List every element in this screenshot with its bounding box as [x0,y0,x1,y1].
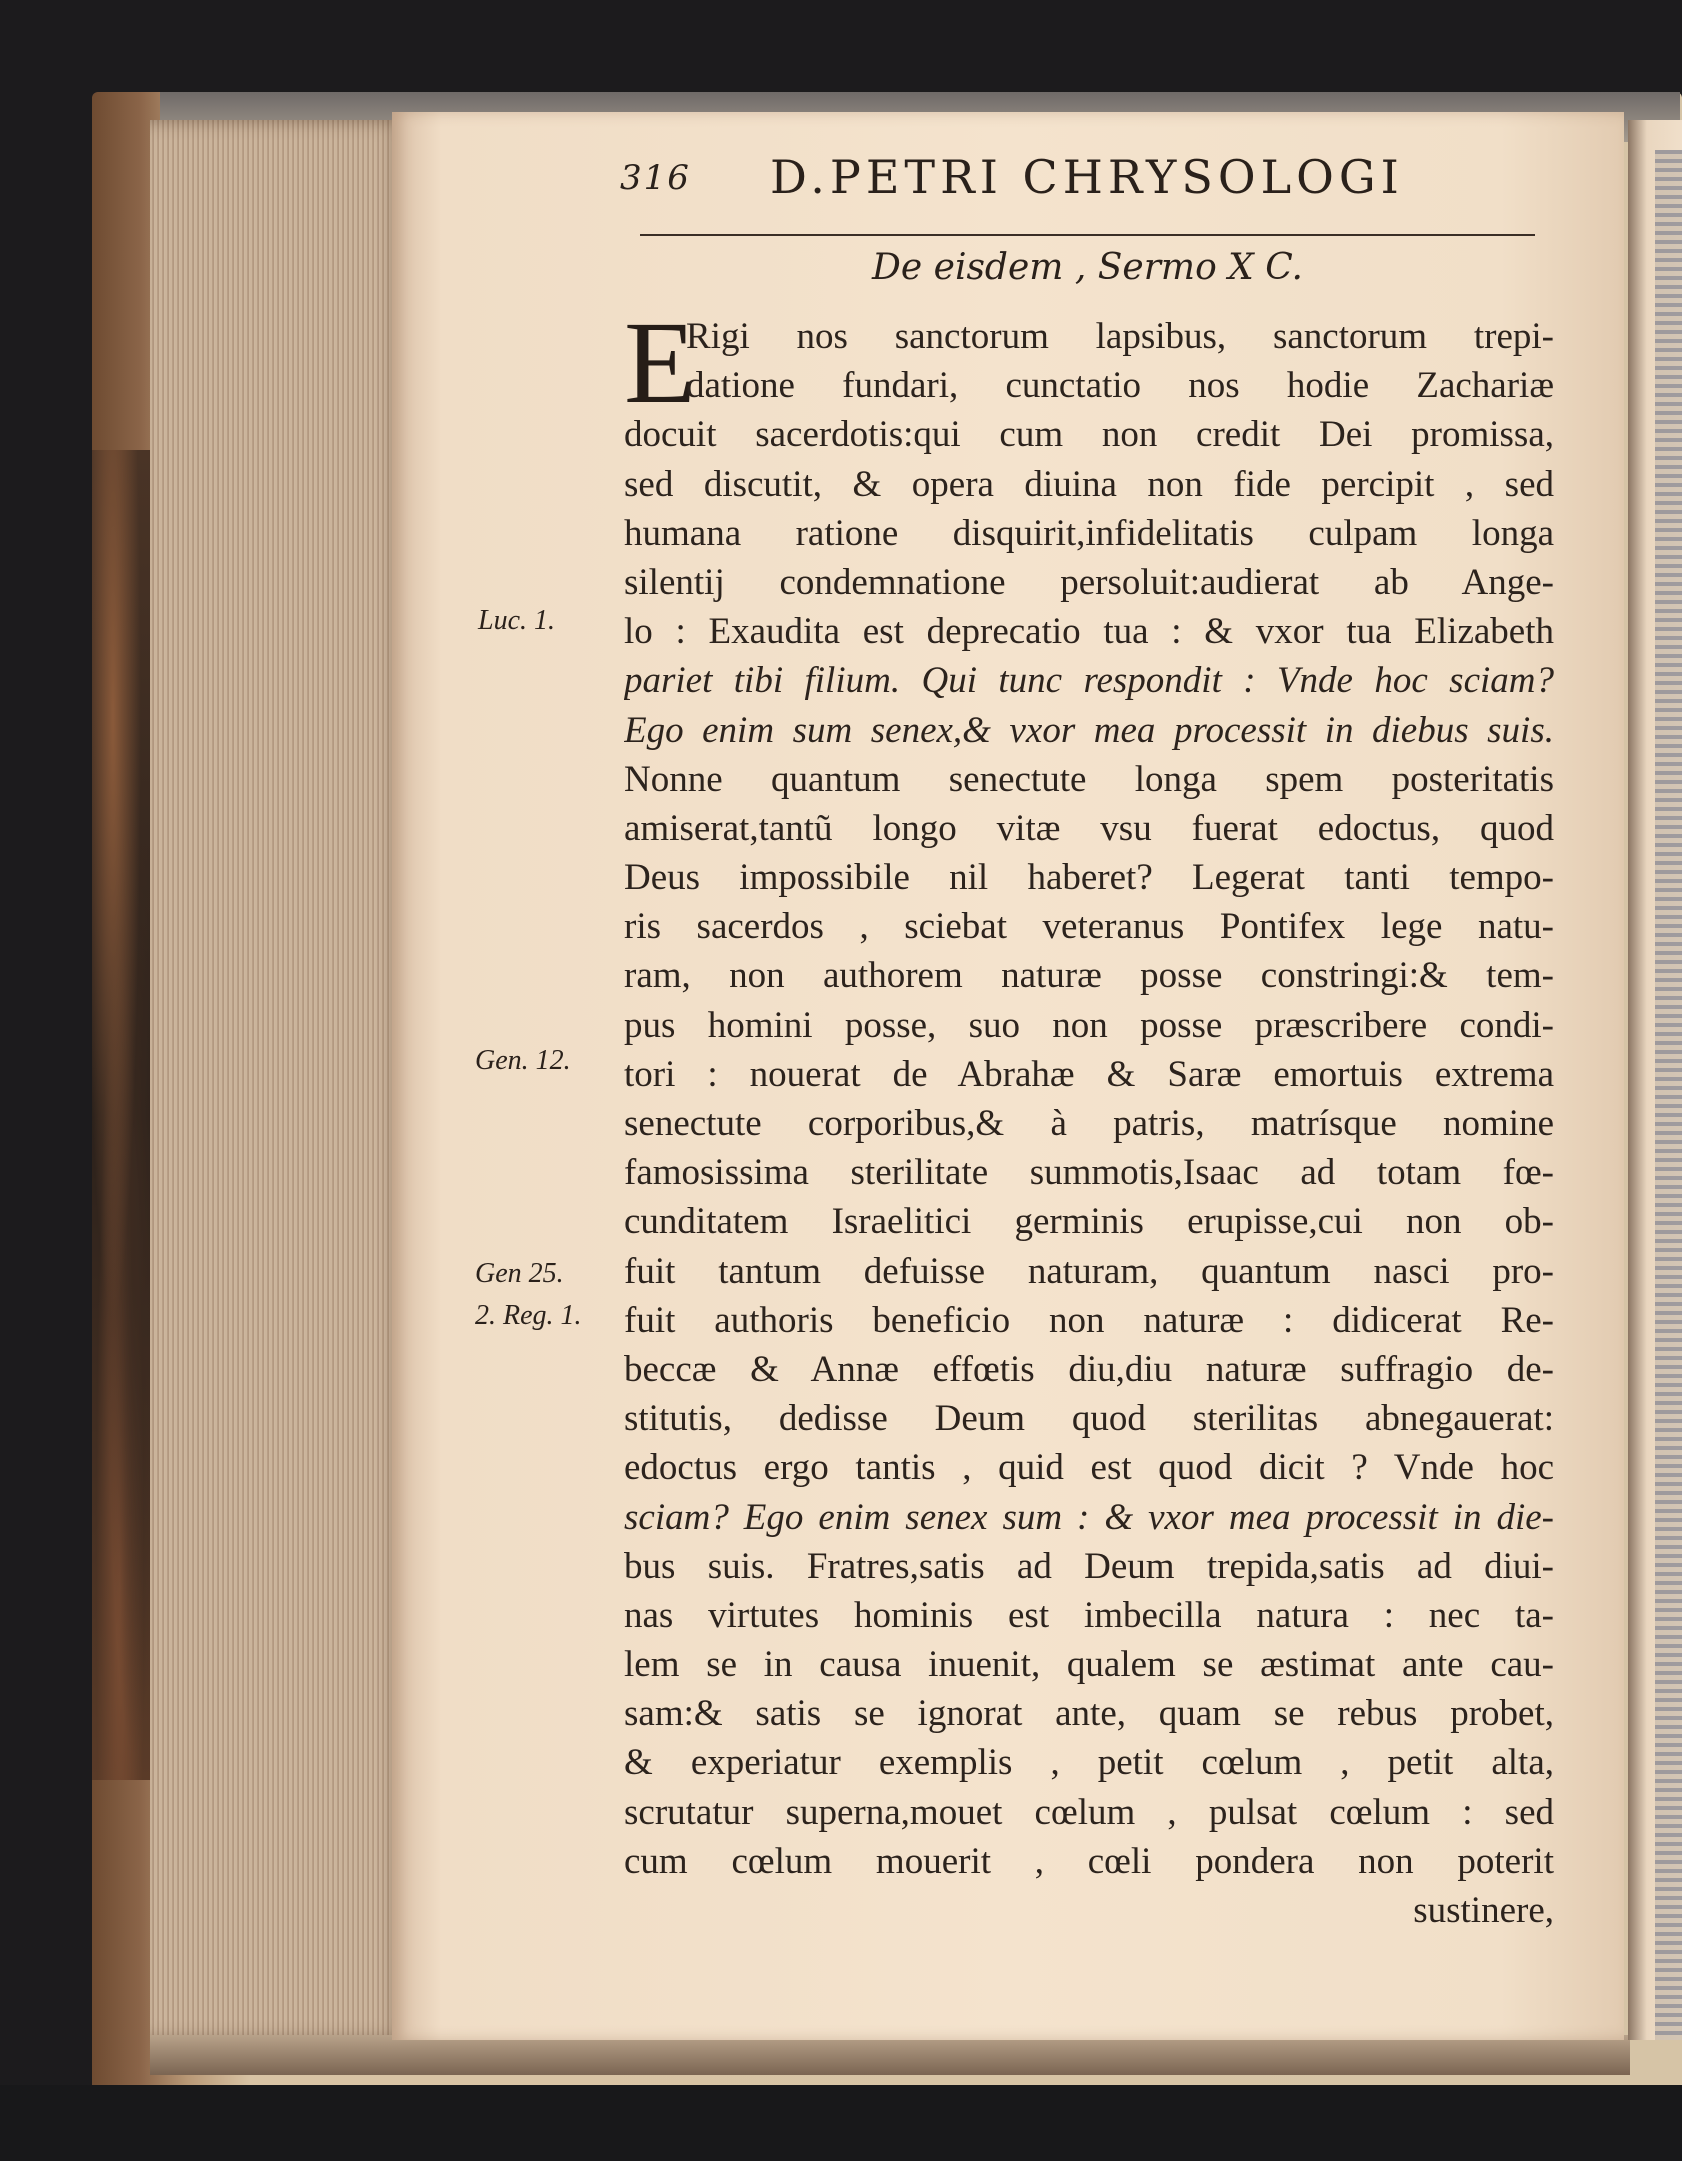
text-line: nas virtutes hominis est imbecilla natura : nec ta- [624,1594,1554,1636]
text-line: fuit tantum defuisse naturam, quantum nasci pro- [624,1250,1554,1292]
text-line: Ego enim sum senex,& vxor mea processit in diebus suis. [624,709,1554,751]
text-line: silentij condemnatione persoluit:audierat ab Ange- [624,561,1554,603]
text-line: beccæ & Annæ effœtis diu,diu naturæ suffragio de- [624,1348,1554,1390]
text-line: pus homini posse, suo non posse præscribere condi- [624,1004,1554,1046]
text-line: senectute corporibus,& à patris, matrísque nomine [624,1103,1554,1144]
text-line: ris sacerdos , sciebat veteranus Pontifex lege natu- [624,906,1554,948]
text-line: docuit sacerdotis:qui cum non credit Dei promissa, [624,414,1554,456]
text-line: sed discutit, & opera diuina non fide percipit , sed [624,463,1554,505]
drop-cap: E [624,297,697,428]
text-line: humana ratione disquirit,infidelitatis culpam longa [624,512,1554,554]
text-line: Nonne quantum senectute longa spem posteritatis [624,758,1554,800]
text-line: tori : nouerat de Abrahæ & Saræ emortuis extrema [624,1053,1554,1095]
page-block-edge [150,120,410,2040]
text-line: cum cœlum mouerit , cœli pondera non poterit [624,1840,1554,1882]
text-line: amiserat,tantũ longo vitæ vsu fuerat edoctus, quod [624,807,1554,849]
running-title: D.PETRI CHRYSOLOGI [770,150,1404,204]
text-line: bus suis. Fratres,satis ad Deum trepida,satis ad diui- [624,1545,1554,1587]
text-line: & experiatur exemplis , petit cœlum , petit alta, [624,1742,1554,1784]
text-line: scrutatur superna,mouet cœlum , pulsat cœlum : sed [624,1791,1554,1833]
text-line: cunditatem Israelitici germinis erupisse,cui non ob- [624,1201,1554,1243]
text-line: sam:& satis se ignorat ante, quam se rebus probet, [624,1693,1554,1735]
text-line: pariet tibi filium. Qui tunc respondit : Vnde hoc sciam? [624,660,1554,702]
text-line: Rigi nos sanctorum lapsibus, sanctorum trepi- [686,316,1554,357]
sermon-title: De eisdem , Sermo X C. [872,247,1303,288]
page-block-bottom [150,2035,1630,2075]
background-bottom [0,2085,1682,2161]
text-line: sciam? Ego enim senex sum : & vxor mea processit in die- [624,1496,1554,1538]
margin-note-genesis-12: Gen. 12. [475,1045,571,1076]
page-number: 316 [620,158,691,198]
body-text [624,312,1554,1935]
text-line: Deus impossibile nil haberet? Legerat tanti tempo- [624,857,1554,899]
margin-note-genesis-25: Gen 25. [475,1258,564,1289]
facing-page-edge [1655,150,1682,2040]
page-header [620,150,1550,220]
margin-note-kings: 2. Reg. 1. [475,1300,582,1331]
header-rule [640,234,1535,236]
text-line: fuit authoris beneficio non naturæ : didicerat Re- [624,1299,1554,1341]
text-line: ram, non authorem naturæ posse constringi:& tem- [624,955,1554,997]
text-line: datione fundari, cunctatio nos hodie Zachariæ [686,365,1554,407]
text-line: lo : Exaudita est deprecatio tua : & vxor tua Elizabeth [624,611,1554,653]
text-line: lem se in causa inuenit, qualem se æstimat ante cau- [624,1644,1554,1686]
text-line: famosissima sterilitate summotis,Isaac ad totam fœ- [624,1152,1554,1194]
margin-note-luke: Luc. 1. [478,605,555,636]
catchword: sustinere, [1413,1890,1554,1931]
text-line: stitutis, dedisse Deum quod sterilitas abnegauerat: [624,1398,1554,1440]
text-line: edoctus ergo tantis , quid est quod dicit ? Vnde hoc [624,1447,1554,1489]
